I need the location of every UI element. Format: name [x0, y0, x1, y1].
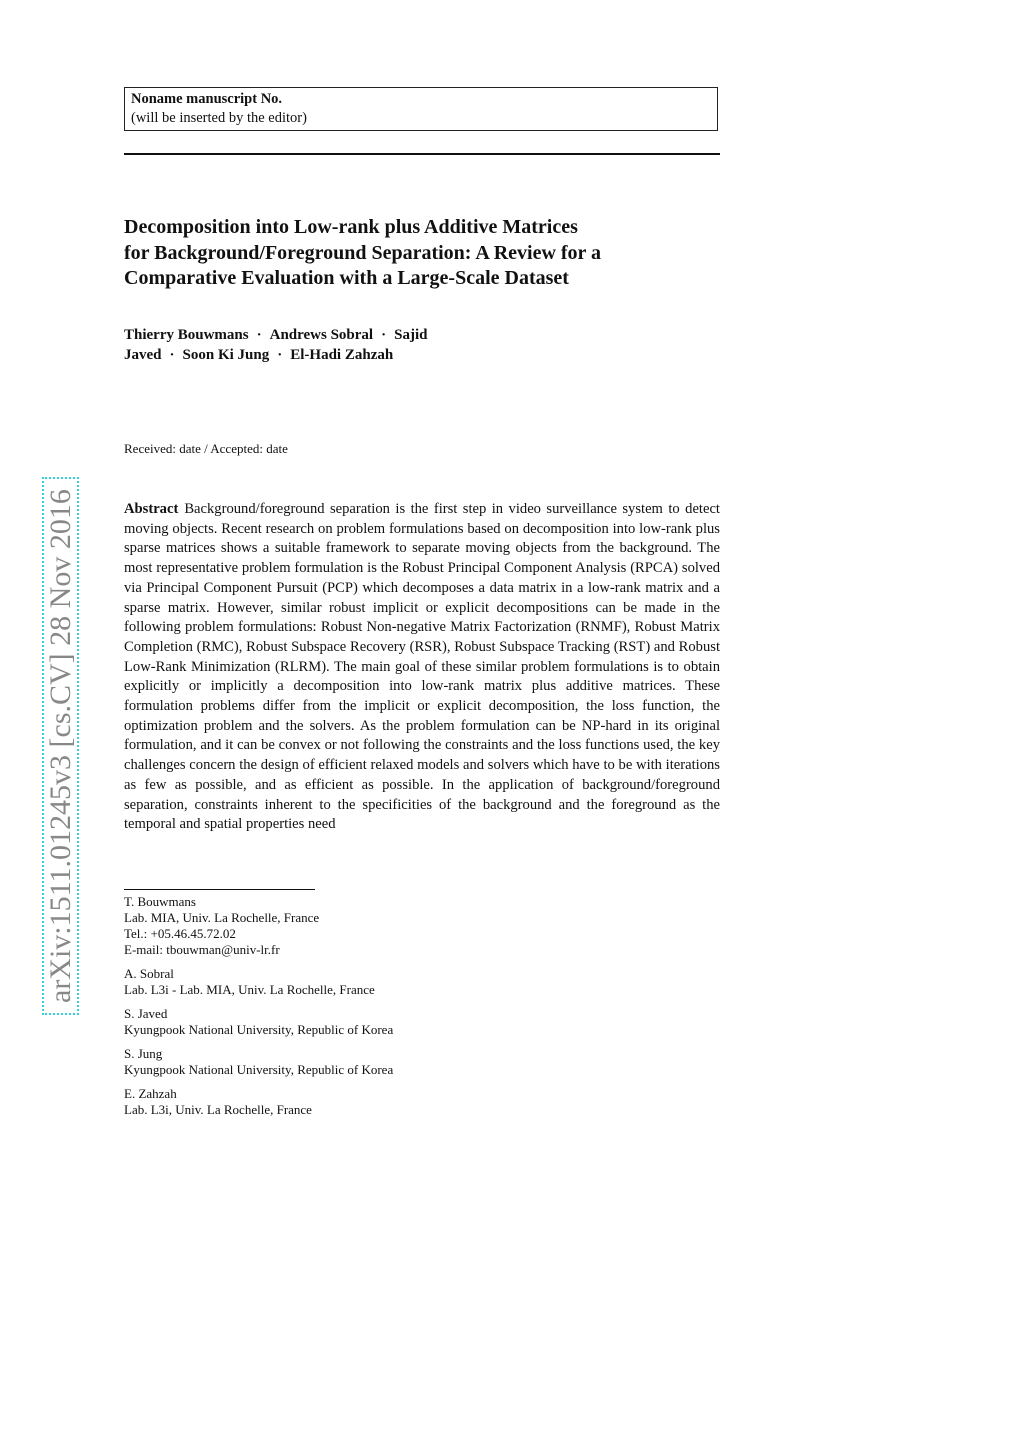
affiliation-address: Kyungpook National University, Republic of Korea	[124, 1062, 394, 1077]
author-separator: ·	[169, 347, 175, 363]
author-separator: ·	[277, 347, 283, 363]
author-name: Thierry Bouwmans	[124, 327, 249, 343]
affiliation-block	[124, 966, 624, 998]
author-name: Sajid	[394, 327, 428, 343]
abstract	[124, 500, 720, 835]
affiliation-phone: Tel.: +05.46.45.72.02	[124, 926, 236, 941]
author-separator: ·	[256, 327, 262, 343]
abstract-label: Abstract	[124, 501, 179, 517]
abstract-text: Background/foreground separation is the first step in video surveillance system to detect moving objects. Recent research on problem formulations based on decomposition into low-rank plus sparse matrices shows a suitable framework to separate moving objects from the background. The most representative problem formulation is the Robust Principal Component Analysis (RPCA) solved via Principal Component Pursuit (PCP) which decomposes a data matrix in a low-rank matrix and a sparse matrix. However, similar robust implicit or explicit decompositions can be made in the following problem formulations: Robust Non-negative Matrix Factorization (RNMF), Robust Matrix Completion (RMC), Robust Subspace Recovery (RSR), Robust Subspace Tracking (RST) and Robust Low-Rank Minimization (RLRM). The main goal of these similar problem formulations is to obtain explicitly or implicitly a decomposition into low-rank matrix plus additive matrices. These formulation problems differ from the implicit or explicit decomposition, the loss function, the optimization problem and the solvers. As the problem formulation can be NP-hard in its original formulation, and it can be convex or not following the constraints and the loss functions used, the key challenges concern the design of efficient relaxed models and solvers which have to be with iterations as few as possible, and as efficient as possible. In the application of background/foreground separation, constraints inherent to the specificities of the background and the foreground as the temporal and spatial properties need	[124, 501, 720, 833]
title-line: Decomposition into Low-rank plus Additive Matrices	[124, 216, 578, 238]
editor-box	[124, 87, 718, 131]
affiliations	[124, 894, 624, 1126]
author-separator: ·	[381, 327, 387, 343]
affiliation-address: Lab. L3i, Univ. La Rochelle, France	[124, 1102, 312, 1117]
author-list	[124, 325, 544, 365]
affiliation-name: A. Sobral	[124, 966, 174, 981]
author-name: Javed	[124, 347, 162, 363]
footnote-rule	[124, 889, 315, 890]
arxiv-stamp: arXiv:1511.01245v3 [cs.CV] 28 Nov 2016	[42, 477, 79, 1015]
affiliation-address: Kyungpook National University, Republic of Korea	[124, 1022, 394, 1037]
author-name: El-Hadi Zahzah	[290, 347, 394, 363]
title-line: Comparative Evaluation with a Large-Scale Dataset	[124, 267, 569, 289]
received-date: Received: date / Accepted: date	[124, 441, 288, 456]
editor-note: (will be inserted by the editor)	[131, 110, 307, 126]
affiliation-address: Lab. MIA, Univ. La Rochelle, France	[124, 910, 320, 925]
author-line	[124, 345, 544, 365]
affiliation-name: T. Bouwmans	[124, 894, 196, 909]
manuscript-number: Noname manuscript No.	[131, 91, 283, 107]
affiliation-name: E. Zahzah	[124, 1086, 177, 1101]
affiliation-email: E-mail: tbouwman@univ-lr.fr	[124, 942, 280, 957]
affiliation-block	[124, 1046, 624, 1078]
affiliation-address: Lab. L3i - Lab. MIA, Univ. La Rochelle, France	[124, 982, 375, 997]
title-line: for Background/Foreground Separation: A Review for a	[124, 241, 602, 264]
paper-title	[124, 215, 734, 292]
author-name: Andrews Sobral	[269, 327, 374, 343]
affiliation-name: S. Jung	[124, 1046, 163, 1061]
author-name: Soon Ki Jung	[182, 347, 270, 363]
affiliation-name: S. Javed	[124, 1006, 168, 1021]
affiliation-block	[124, 1006, 624, 1038]
affiliation-block	[124, 894, 624, 958]
author-line	[124, 325, 544, 345]
affiliation-block	[124, 1086, 624, 1118]
header-rule	[124, 153, 720, 155]
